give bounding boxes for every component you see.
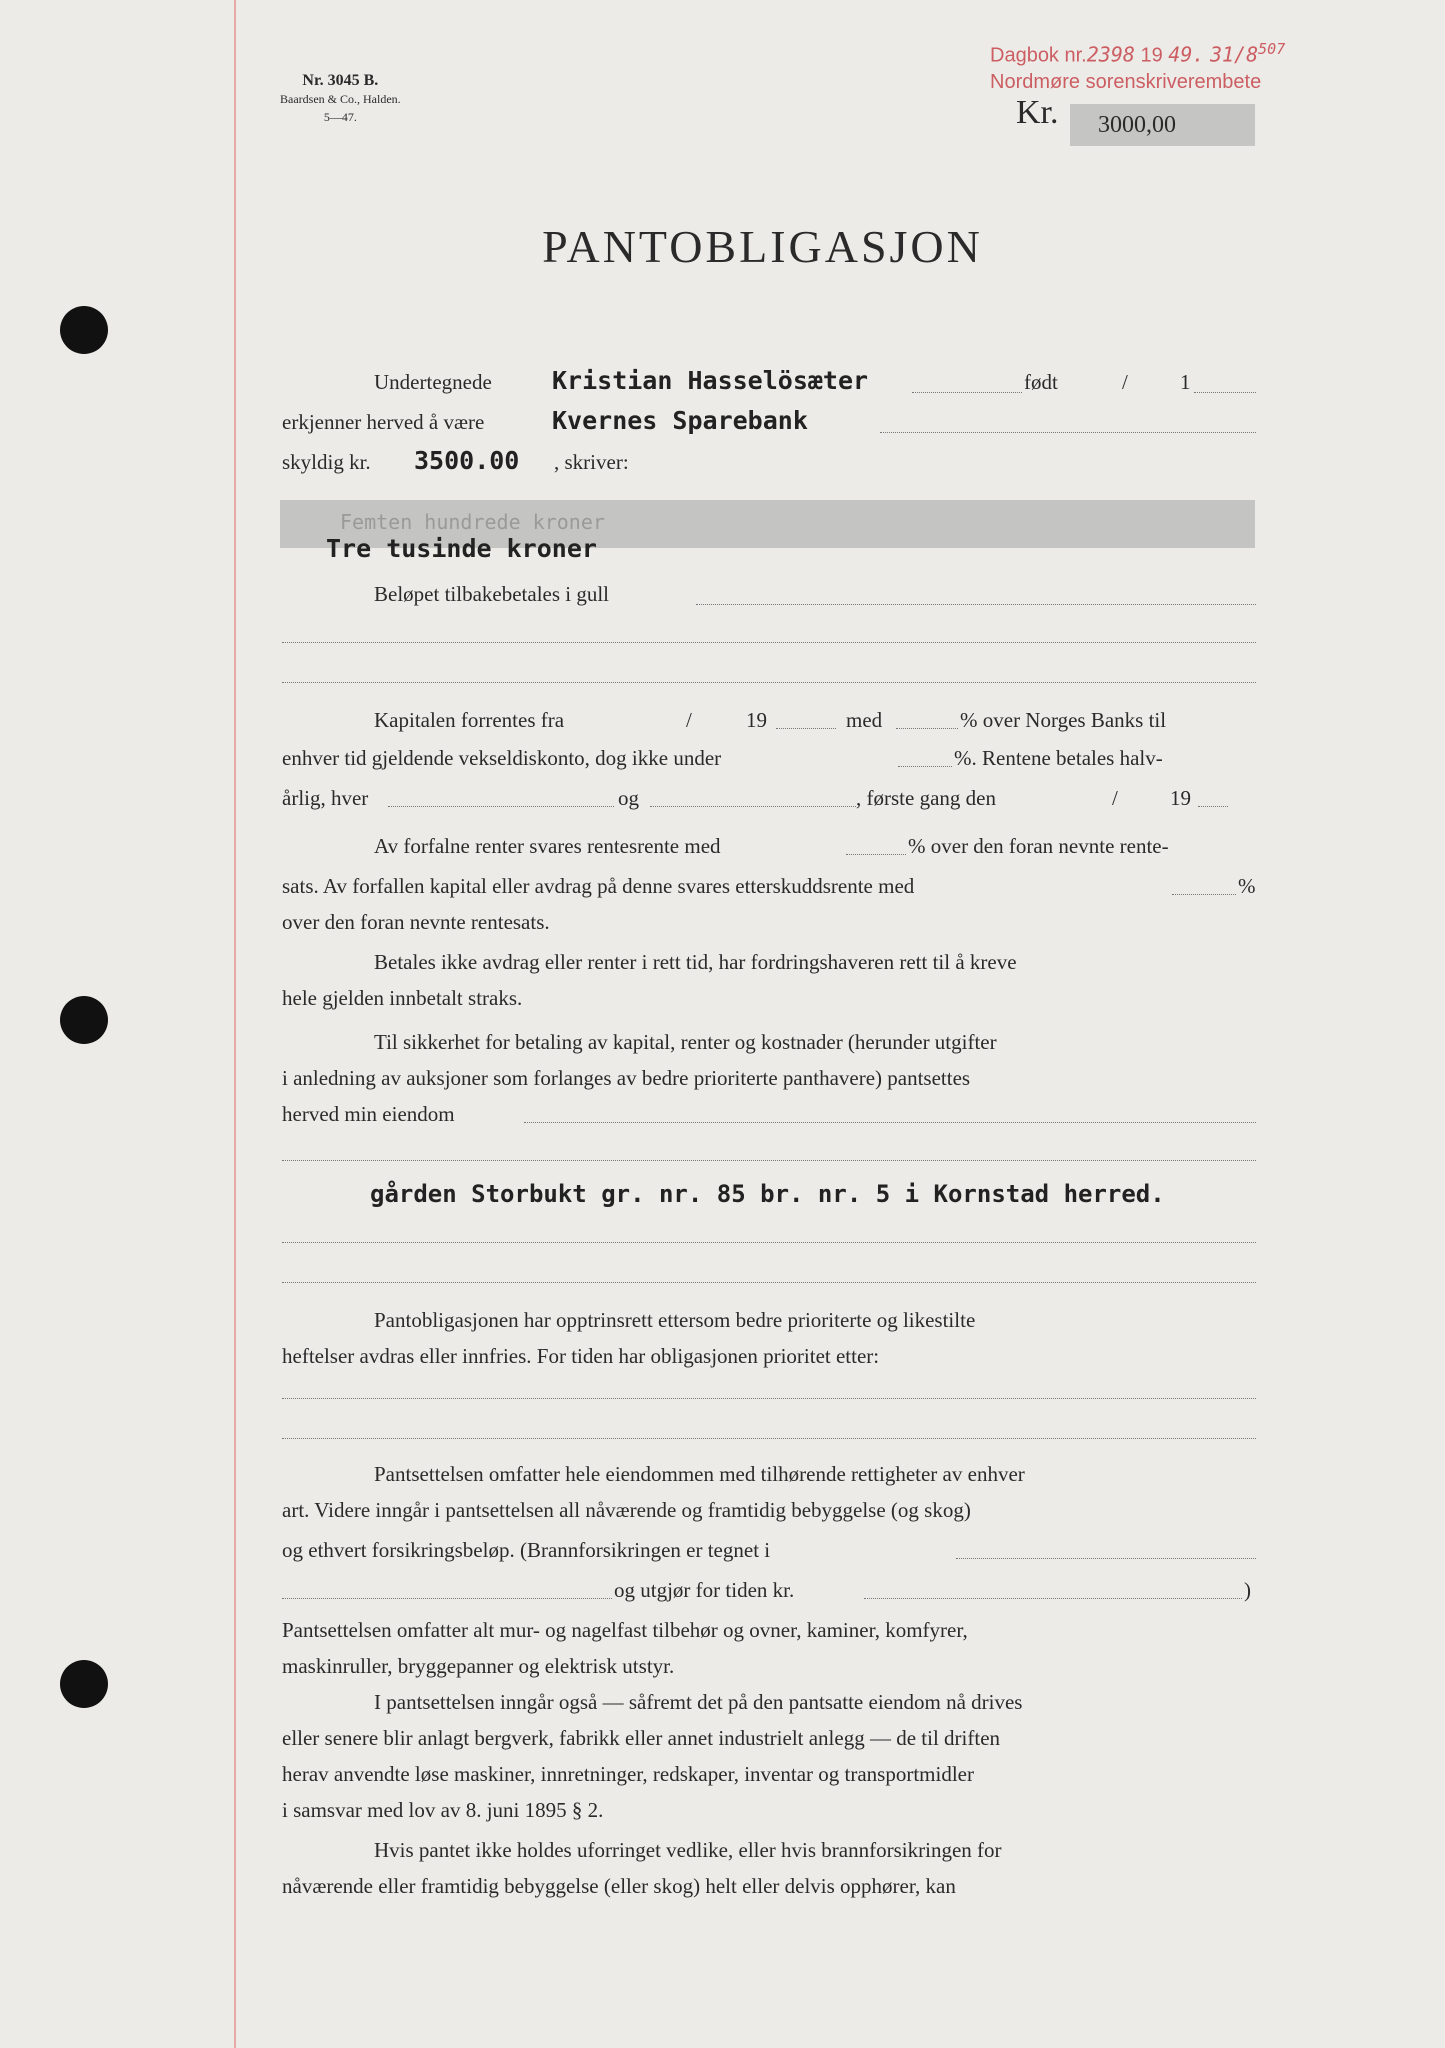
dotted-line	[282, 1598, 612, 1599]
omfatter-line-3: og ethvert forsikringsbeløp. (Brannforsikringen er tegnet i	[282, 1538, 771, 1562]
dotted-line	[524, 1122, 1256, 1123]
dotted-line	[282, 1398, 1256, 1399]
arlig-og: og	[618, 786, 639, 810]
betales-line-2: hele gjelden innbetalt straks.	[282, 986, 523, 1010]
inngar-line-2: eller senere blir anlagt bergverk, fabrikk eller annet industrielt anlegg — de til driften	[282, 1726, 1001, 1750]
dotted-line	[1172, 894, 1236, 895]
av-forfalne-text: Av forfalne renter svares rentesrente med	[374, 834, 721, 858]
dotted-line	[956, 1558, 1256, 1559]
punch-hole	[60, 1660, 108, 1708]
over-text: over den foran nevnte rentesats.	[282, 910, 550, 934]
stamp-date: 31/8	[1209, 42, 1259, 67]
dotted-line	[846, 854, 906, 855]
sats-text: sats. Av forfallen kapital eller avdrag på denne svares etterskuddsrente med	[282, 874, 915, 898]
til-line-2: i anledning av auksjoner som forlanges av bedre prioriterte panthavere) pantsettes	[282, 1066, 971, 1090]
dotted-line	[1194, 392, 1256, 393]
owed-amount: 3500.00	[414, 446, 520, 475]
stamp-year-prefix: 19	[1140, 44, 1163, 67]
label-erkjenner: erkjenner herved å være	[282, 410, 485, 434]
kapitalen-text: Kapitalen forrentes fra	[374, 708, 565, 732]
property-description: gården Storbukt gr. nr. 85 br. nr. 5 i Kornstad herred.	[370, 1180, 1165, 1208]
stamp-prefix: Dagbok nr.	[990, 44, 1087, 67]
inngar-line-3: herav anvendte løse maskiner, innretninger, redskaper, inventar og transportmidler	[282, 1762, 974, 1786]
omfatter-line-1: Pantsettelsen omfatter hele eiendommen med tilhørende rettigheter av enhver	[374, 1462, 1025, 1486]
label-skyldig: skyldig kr.	[282, 450, 371, 474]
inngar-line-1: I pantsettelsen inngår også — såfremt det på den pantsatte eiendom nå drives	[374, 1690, 1023, 1714]
dotted-line	[776, 728, 836, 729]
dotted-line	[282, 1242, 1256, 1243]
dotted-line	[898, 766, 952, 767]
fodt-one: 1	[1180, 370, 1191, 394]
print-date: 5—47.	[323, 110, 357, 124]
omfatter-close-paren: )	[1244, 1578, 1251, 1602]
arlig-text: årlig, hver	[282, 786, 369, 810]
dotted-line	[282, 682, 1256, 683]
label-skriver: , skriver:	[554, 450, 629, 474]
hvis-line-1: Hvis pantet ikke holdes uforringet vedlike, eller hvis brannforsikringen for	[374, 1838, 1002, 1862]
stamp-number: 2398	[1086, 42, 1135, 67]
arlig-slash: /	[1112, 786, 1118, 810]
form-number: Nr. 3045 B.	[302, 72, 379, 89]
enhver-rest: %. Rentene betales halv-	[954, 746, 1163, 770]
dotted-line	[388, 806, 614, 807]
amount-in-words: Tre tusinde kroner	[326, 534, 597, 563]
mur-line-2: maskinruller, bryggepanner og elektrisk utstyr.	[282, 1654, 675, 1678]
registry-stamp	[990, 36, 1285, 95]
stamp-year: 49.	[1168, 42, 1205, 67]
dotted-line	[864, 1598, 1242, 1599]
dotted-line	[1198, 806, 1228, 807]
sats-percent: %	[1238, 874, 1256, 898]
panto-line-2: heftelser avdras eller innfries. For tiden har obligasjonen prioritet etter:	[282, 1344, 880, 1368]
betales-line-1: Betales ikke avdrag eller renter i rett tid, har fordringshaveren rett til å kreve	[374, 950, 1017, 974]
hvis-line-2: nåværende eller framtidig bebyggelse (eller skog) helt eller delvis opphører, kan	[282, 1874, 956, 1898]
printer-name: Baardsen & Co., Halden.	[280, 92, 401, 106]
dotted-line	[282, 1160, 1256, 1161]
panto-line-1: Pantobligasjonen har opptrinsrett ettersom bedre prioriterte og likestilte	[374, 1308, 976, 1332]
kapitalen-med: med	[846, 708, 883, 732]
stamp-office: Nordmøre sorenskriverembete	[990, 70, 1262, 93]
label-belopet: Beløpet tilbakebetales i gull	[374, 582, 610, 606]
til-line-3: herved min eiendom	[282, 1102, 455, 1126]
arlig-forste: , første gang den	[856, 786, 996, 810]
dotted-line	[282, 1438, 1256, 1439]
kapitalen-year: 19	[746, 708, 767, 732]
debtor-name: Kristian Hasselösæter	[552, 366, 869, 395]
dotted-line	[282, 1282, 1256, 1283]
label-undertegnede: Undertegnede	[374, 370, 492, 394]
form-imprint	[280, 72, 401, 126]
label-fodt: født	[1024, 370, 1058, 394]
kapitalen-rest: % over Norges Banks til	[960, 708, 1167, 732]
dotted-line	[880, 432, 1256, 433]
arlig-year: 19	[1170, 786, 1191, 810]
fodt-slash: /	[1122, 370, 1128, 394]
creditor-name: Kvernes Sparebank	[552, 406, 808, 435]
av-forfalne-rest: % over den foran nevnte rente-	[908, 834, 1169, 858]
dotted-line	[282, 642, 1256, 643]
mur-line-1: Pantsettelsen omfatter alt mur- og nagelfast tilbehør og ovner, kaminer, komfyrer,	[282, 1618, 968, 1642]
dotted-line	[912, 392, 1022, 393]
crossed-out-text: Femten hundrede kroner	[340, 510, 605, 534]
inngar-line-4: i samsvar med lov av 8. juni 1895 § 2.	[282, 1798, 604, 1822]
omfatter-line-4: og utgjør for tiden kr.	[614, 1578, 795, 1602]
til-line-1: Til sikkerhet for betaling av kapital, renter og kostnader (herunder utgifter	[374, 1030, 997, 1054]
dotted-line	[896, 728, 958, 729]
dotted-line	[650, 806, 856, 807]
document-title: PANTOBLIGASJON	[542, 221, 983, 272]
punch-hole	[60, 306, 108, 354]
dotted-line	[696, 604, 1256, 605]
stamp-page-number: 507	[1258, 40, 1286, 58]
amount-value: 3000,00	[1098, 112, 1176, 138]
kapitalen-slash: /	[686, 708, 692, 732]
enhver-text: enhver tid gjeldende vekseldiskonto, dog ikke under	[282, 746, 722, 770]
omfatter-line-2: art. Videre inngår i pantsettelsen all nåværende og framtidig bebyggelse (og skog)	[282, 1498, 971, 1522]
punch-hole	[60, 996, 108, 1044]
red-margin-rule	[234, 0, 236, 2048]
amount-label: Kr.	[1016, 94, 1059, 131]
